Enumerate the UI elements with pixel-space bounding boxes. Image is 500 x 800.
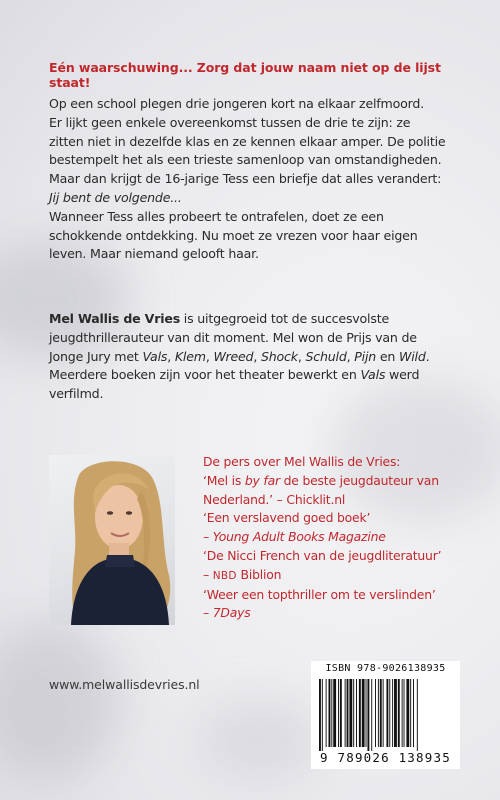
- review-quote: ‘De Nicci French van de jeugdliteratuur’: [203, 547, 442, 563]
- author-bio: [49, 310, 469, 404]
- blurb-line: Wanneer Tess alles probeert te ontrafelen, doet ze een: [49, 208, 384, 224]
- book-title: Klem: [174, 348, 206, 364]
- barcode-bar: [366, 679, 367, 747]
- bio-text: verfilmd.: [49, 386, 104, 402]
- review-text: ‘Mel is: [203, 472, 245, 488]
- barcode-bar: [319, 679, 321, 751]
- bio-text: Meerdere boeken zijn voor het theater bewerkt en: [49, 367, 361, 383]
- separator: ,: [253, 348, 261, 364]
- barcode-bar: [375, 679, 376, 747]
- blurb-line: Er lijkt geen enkele overeenkomst tussen de drie te zijn: ze: [49, 114, 411, 130]
- separator: .: [425, 348, 430, 364]
- review-source: [203, 528, 483, 547]
- blurb-line: leven. Maar niemand gelooft haar.: [49, 246, 259, 262]
- author-photo: [49, 455, 175, 625]
- review-emphasis: by far: [244, 472, 280, 488]
- barcode-bar: [413, 679, 414, 747]
- barcode-bar: [389, 679, 390, 747]
- barcode-digits: 9 789026 138935: [320, 750, 451, 765]
- barcode-bars: [319, 679, 452, 751]
- barcode-bar: [417, 679, 418, 751]
- review-source-abbr: NBD: [212, 569, 237, 582]
- book-title: Pijn: [354, 348, 377, 364]
- author-name: Mel Wallis de Vries: [49, 311, 180, 326]
- blurb-line: Maar dan krijgt de 16-jarige Tess een briefje dat alles verandert:: [49, 171, 442, 187]
- barcode-bar: [347, 679, 349, 747]
- review-quote: ‘Weer een topthriller om te verslinden’: [203, 586, 436, 602]
- barcode-bar: [406, 679, 409, 747]
- barcode-bar: [398, 679, 400, 747]
- barcode-bar: [329, 679, 331, 747]
- review-source-text: – 7Days: [203, 605, 251, 621]
- review-source: [203, 566, 483, 586]
- barcode-bar: [340, 679, 342, 747]
- bio-text: jeugdthrillerauteur van dit moment. Mel won de Prijs van de: [49, 329, 417, 345]
- barcode-bar: [326, 679, 327, 747]
- review-source-text: Biblion: [236, 566, 282, 582]
- separator: ,: [346, 348, 355, 364]
- barcode-bar: [371, 679, 372, 751]
- bio-text: Jonge Jury met: [49, 348, 143, 364]
- separator: ,: [205, 348, 214, 364]
- barcode-bar: [359, 679, 361, 747]
- blurb-paragraph: [49, 95, 469, 264]
- warning-headline: Eén waarschuwing... Zorg dat jouw naam niet op de lijst staat!: [49, 60, 441, 90]
- bio-text: werd: [385, 367, 420, 383]
- barcode-bar: [349, 679, 352, 747]
- background-smudge: [0, 620, 120, 780]
- blurb-note-quote: Jij bent de volgende...: [49, 189, 182, 205]
- separator: ,: [297, 348, 306, 364]
- review-quote: [203, 472, 483, 491]
- book-title: Shock: [260, 348, 298, 364]
- reviews-heading: De pers over Mel Wallis de Vries:: [203, 454, 401, 469]
- barcode-bar: [322, 679, 323, 751]
- review-text: de beste jeugdauteur van: [279, 472, 439, 488]
- barcode-bar: [378, 679, 379, 747]
- barcode-bar: [338, 679, 339, 747]
- book-title: Wild: [398, 348, 426, 364]
- author-portrait-illustration: [49, 455, 175, 625]
- author-website-link[interactable]: www.melwallisdevries.nl: [49, 677, 200, 692]
- barcode-bar: [333, 679, 336, 747]
- background-smudge: [200, 700, 320, 780]
- separator: en: [376, 348, 399, 364]
- barcode-bar: [356, 679, 357, 747]
- review-source-text: – Young Adult Books Magazine: [203, 529, 386, 545]
- review-source: [203, 604, 483, 623]
- barcode-bar: [383, 679, 384, 747]
- barcode-bar: [362, 679, 365, 747]
- press-reviews: [203, 453, 483, 623]
- barcode-bar: [367, 679, 369, 751]
- barcode-bar: [331, 679, 332, 747]
- barcode-bar: [404, 679, 405, 747]
- isbn-barcode: [311, 661, 460, 769]
- barcode-bar: [392, 679, 393, 747]
- blurb-line: bestempelt het als een trieste samenloop van omstandigheden.: [49, 152, 442, 168]
- book-title: Schuld: [305, 348, 347, 364]
- book-title: Wreed: [213, 348, 254, 364]
- barcode-bar: [410, 679, 411, 747]
- isbn-label: ISBN 978-9026138935: [325, 663, 446, 674]
- barcode-bar: [402, 679, 403, 747]
- barcode-bar: [353, 679, 354, 747]
- bio-text: is uitgegroeid tot de succesvolste: [180, 311, 390, 326]
- book-title: Vals: [360, 367, 386, 383]
- barcode-bar: [394, 679, 397, 747]
- review-quote: ‘Een verslavend goed boek’: [203, 510, 371, 526]
- blurb-line: Op een school plegen drie jongeren kort na elkaar zelfmoord.: [49, 96, 424, 111]
- book-title: Vals: [142, 348, 168, 364]
- barcode-bar: [345, 679, 346, 747]
- barcode-bar: [380, 679, 382, 747]
- review-dash: –: [203, 566, 213, 582]
- blurb-line: zitten niet in dezelfde klas en ze kennen elkaar amper. De politie: [49, 133, 446, 149]
- separator: ,: [167, 348, 175, 364]
- blurb-line: schokkende ontdekking. Nu moet ze vrezen voor haar eigen: [49, 227, 418, 243]
- barcode-bar: [386, 679, 388, 747]
- review-quote: Nederland.’ – Chicklit.nl: [203, 491, 346, 507]
